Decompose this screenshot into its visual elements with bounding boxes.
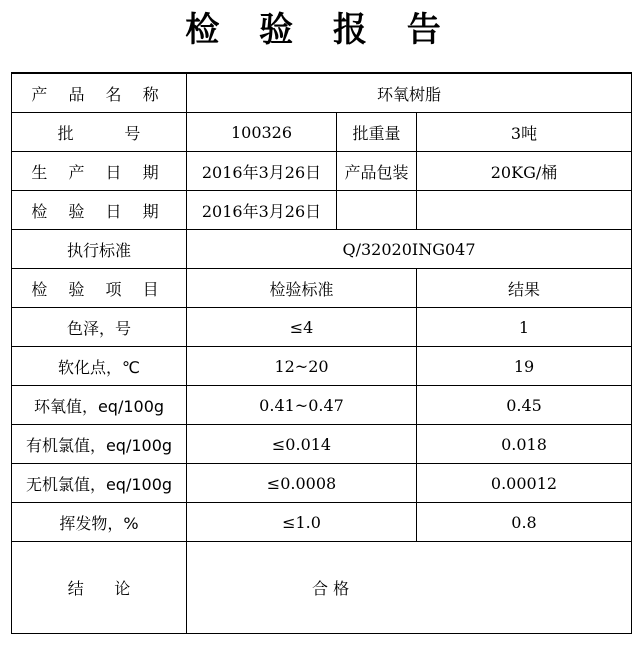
row-result: 0.45 bbox=[417, 386, 632, 425]
row-standard: ≤4 bbox=[187, 308, 417, 347]
standard-value: Q/32020ING047 bbox=[187, 230, 632, 269]
row-result: 0.8 bbox=[417, 503, 632, 542]
product-name-row bbox=[12, 73, 632, 113]
table-row bbox=[12, 308, 632, 347]
batch-row bbox=[12, 113, 632, 152]
row-item: 挥发物，% bbox=[12, 503, 187, 542]
production-date-value: 2016年3月26日 bbox=[187, 152, 337, 191]
table-row bbox=[12, 347, 632, 386]
row-standard: 0.41~0.47 bbox=[187, 386, 417, 425]
inspection-date-row bbox=[12, 191, 632, 230]
header-row bbox=[12, 269, 632, 308]
empty-cell bbox=[337, 191, 417, 230]
batch-weight-value: 3吨 bbox=[417, 113, 632, 152]
row-standard: ≤1.0 bbox=[187, 503, 417, 542]
inspection-date-label: 检 验 日 期 bbox=[12, 191, 187, 230]
standard-row bbox=[12, 230, 632, 269]
table-row bbox=[12, 503, 632, 542]
row-standard: ≤0.0008 bbox=[187, 464, 417, 503]
conclusion-label: 结 论 bbox=[12, 542, 187, 634]
row-standard: ≤0.014 bbox=[187, 425, 417, 464]
row-item: 环氧值，eq/100g bbox=[12, 386, 187, 425]
row-item: 无机氯值，eq/100g bbox=[12, 464, 187, 503]
row-result: 0.00012 bbox=[417, 464, 632, 503]
table-row bbox=[12, 386, 632, 425]
packaging-label: 产品包装 bbox=[337, 152, 417, 191]
row-item: 软化点，℃ bbox=[12, 347, 187, 386]
header-result: 结果 bbox=[417, 269, 632, 308]
header-standard: 检验标准 bbox=[187, 269, 417, 308]
product-name-value: 环氧树脂 bbox=[187, 73, 632, 113]
inspection-table bbox=[11, 72, 632, 634]
inspection-date-value: 2016年3月26日 bbox=[187, 191, 337, 230]
batch-weight-label: 批重量 bbox=[337, 113, 417, 152]
row-item: 有机氯值，eq/100g bbox=[12, 425, 187, 464]
table-row bbox=[12, 425, 632, 464]
batch-number: 100326 bbox=[187, 113, 337, 152]
standard-label: 执行标准 bbox=[12, 230, 187, 269]
row-result: 19 bbox=[417, 347, 632, 386]
row-standard: 12~20 bbox=[187, 347, 417, 386]
conclusion-row bbox=[12, 542, 632, 634]
row-item: 色泽，号 bbox=[12, 308, 187, 347]
header-item: 检 验 项 目 bbox=[12, 269, 187, 308]
production-date-row bbox=[12, 152, 632, 191]
batch-label: 批 号 bbox=[12, 113, 187, 152]
empty-cell bbox=[417, 191, 632, 230]
production-date-label: 生 产 日 期 bbox=[12, 152, 187, 191]
product-name-label: 产 品 名 称 bbox=[12, 73, 187, 113]
report-title: 检 验 报 告 bbox=[185, 10, 455, 50]
packaging-value: 20KG/桶 bbox=[417, 152, 632, 191]
row-result: 0.018 bbox=[417, 425, 632, 464]
conclusion-value: 合 格 bbox=[187, 542, 632, 634]
table-row bbox=[12, 464, 632, 503]
row-result: 1 bbox=[417, 308, 632, 347]
